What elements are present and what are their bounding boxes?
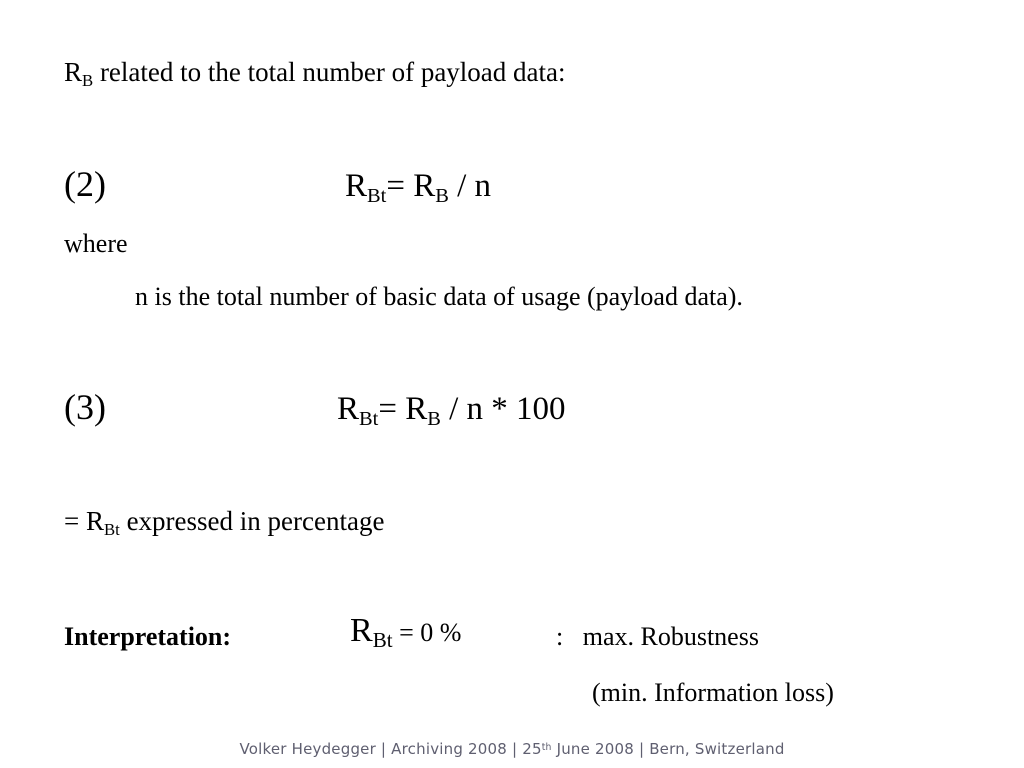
interpretation-subresult: (min. Information loss) <box>592 678 834 707</box>
interpretation-equation <box>350 612 462 653</box>
interpretation-symbol: R <box>350 612 373 649</box>
intro-symbol: R <box>64 57 83 87</box>
percentage-symbol-subscript: Bt <box>104 520 120 540</box>
equation-3-equals: = <box>378 391 406 427</box>
equation-2-body <box>345 168 492 208</box>
equation-3-body <box>337 391 566 431</box>
n-definition: n is the total number of basic data of usage (payload data). <box>135 282 743 311</box>
interpretation-colon: : <box>222 622 232 651</box>
interpretation-result-line <box>556 622 759 652</box>
footer-author: Volker Heydegger | <box>239 740 387 758</box>
equation-2-rhs: R <box>413 168 436 204</box>
where-label: where <box>64 229 128 258</box>
equation-3-rhs: R <box>405 391 428 427</box>
equation-3-rhs-subscript: B <box>427 408 441 431</box>
interpretation-separator: : <box>556 622 564 651</box>
equation-3-number: (3) <box>64 387 106 427</box>
interpretation-result: max. Robustness <box>582 622 759 651</box>
percentage-text: expressed in percentage <box>119 506 385 536</box>
interpretation-label <box>64 622 231 652</box>
intro-symbol-subscript: B <box>82 71 94 91</box>
footer-event: Archiving 2008 | 25 <box>386 740 542 758</box>
equation-2-rhs-subscript: B <box>435 185 449 208</box>
percentage-symbol: R <box>85 506 104 536</box>
percentage-line <box>64 506 385 540</box>
slide-footer <box>0 740 1024 758</box>
equation-2-lhs: R <box>345 168 368 204</box>
interpretation-label-text: Interpretation <box>64 622 223 651</box>
equation-2-number: (2) <box>64 164 106 204</box>
equation-2-lhs-subscript: Bt <box>367 185 387 208</box>
equation-2-equals: = <box>386 168 414 204</box>
interpretation-symbol-subscript: Bt <box>372 628 393 653</box>
equation-2-rhs-rest: / n <box>448 168 492 204</box>
equation-3-lhs: R <box>337 391 360 427</box>
footer-rest: June 2008 | Bern, Switzerland <box>551 740 785 758</box>
percentage-equals: = <box>64 506 86 536</box>
footer-ordinal: th <box>541 741 552 753</box>
intro-line <box>64 57 566 91</box>
intro-text: related to the total number of payload data: <box>93 57 566 87</box>
interpretation-value: = 0 % <box>392 618 462 647</box>
equation-3-lhs-subscript: Bt <box>359 408 379 431</box>
equation-3-rhs-rest: / n * 100 <box>440 391 566 427</box>
